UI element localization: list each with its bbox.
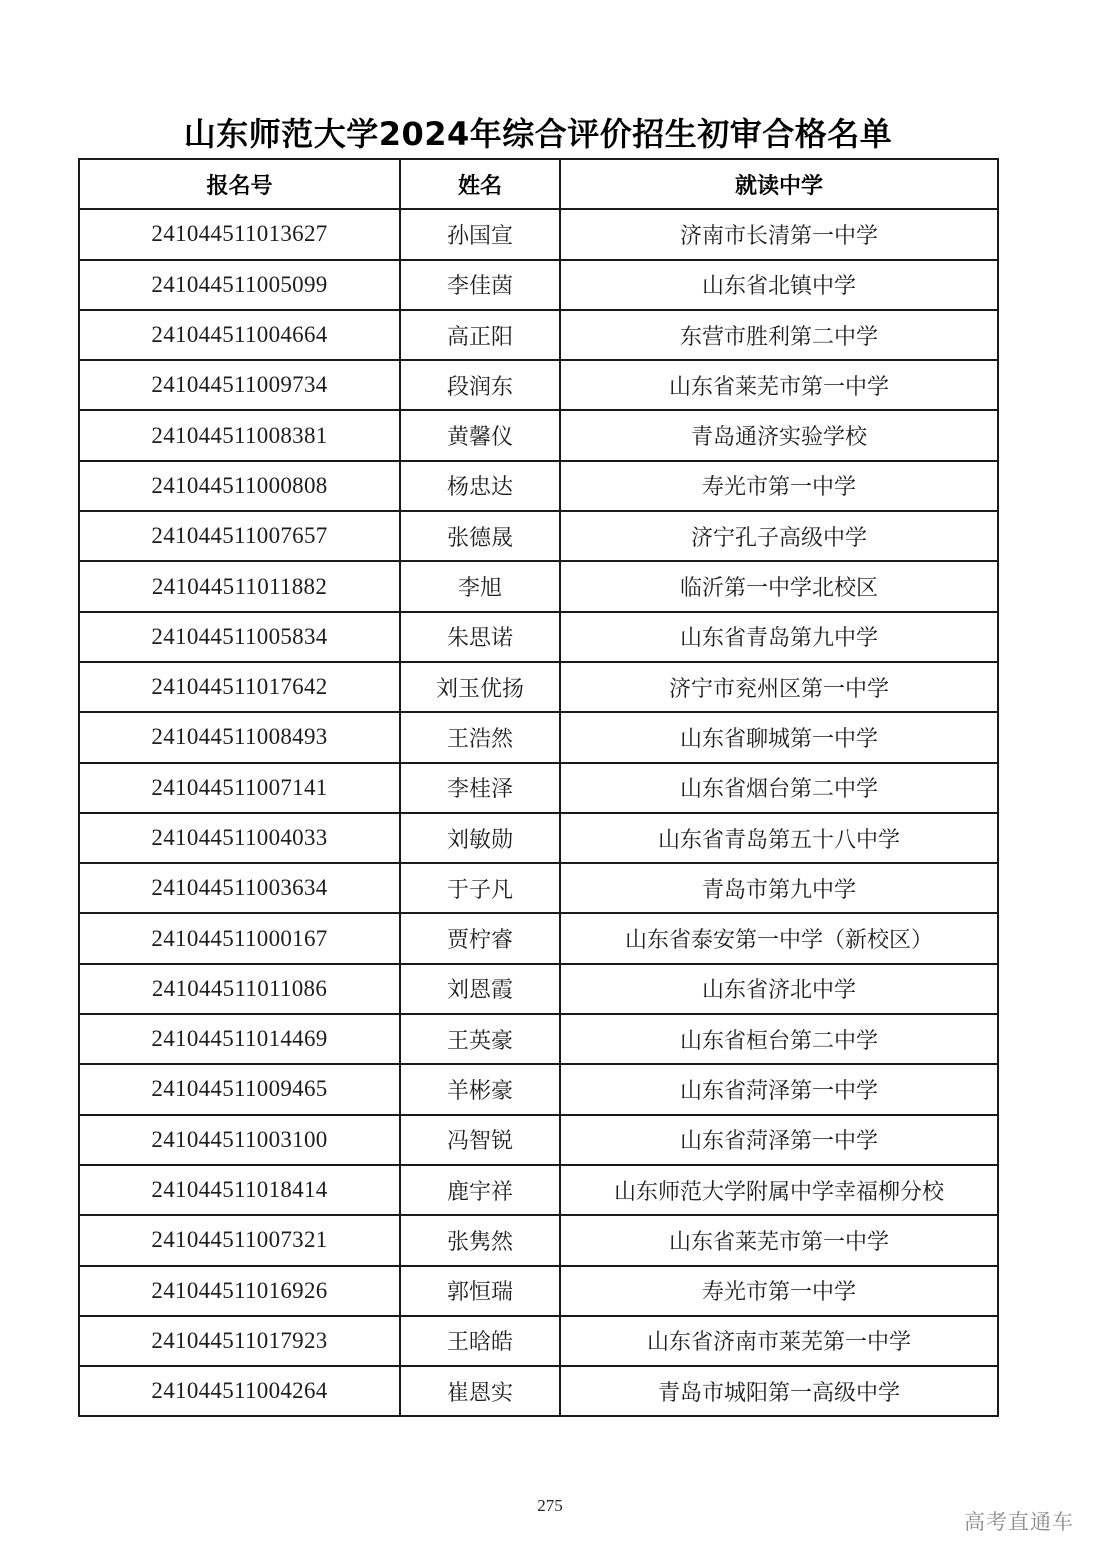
registration-number: 241044511017642: [79, 662, 400, 712]
student-name: 朱思诺: [400, 612, 560, 662]
school-name: 济南市长清第一中学: [560, 209, 998, 259]
registration-number: 241044511011086: [79, 964, 400, 1014]
table-row: [79, 1014, 998, 1064]
student-name: 杨忠达: [400, 461, 560, 511]
student-name: 王浩然: [400, 712, 560, 762]
registration-number: 241044511014469: [79, 1014, 400, 1064]
school-name: 山东省青岛第五十八中学: [560, 813, 998, 863]
student-name: 崔恩实: [400, 1366, 560, 1416]
school-name: 山东省北镇中学: [560, 260, 998, 310]
table-row: [79, 813, 998, 863]
student-name: 黄馨仪: [400, 410, 560, 460]
registration-number: 241044511008493: [79, 712, 400, 762]
registration-number: 241044511018414: [79, 1165, 400, 1215]
school-name: 青岛市第九中学: [560, 863, 998, 913]
school-name: 寿光市第一中学: [560, 461, 998, 511]
student-name: 王英豪: [400, 1014, 560, 1064]
school-name: 山东省聊城第一中学: [560, 712, 998, 762]
registration-number: 241044511003634: [79, 863, 400, 913]
table-row: [79, 913, 998, 963]
table-row: [79, 561, 998, 611]
header-name: 姓名: [400, 159, 560, 209]
table-row: [79, 1366, 998, 1416]
header-school: 就读中学: [560, 159, 998, 209]
table-row: [79, 1215, 998, 1265]
registration-number: 241044511007321: [79, 1215, 400, 1265]
student-name: 李佳茵: [400, 260, 560, 310]
student-name: 鹿宇祥: [400, 1165, 560, 1215]
school-name: 山东省青岛第九中学: [560, 612, 998, 662]
student-name: 高正阳: [400, 310, 560, 360]
registration-number: 241044511004033: [79, 813, 400, 863]
registration-number: 241044511013627: [79, 209, 400, 259]
table-row: [79, 1266, 998, 1316]
school-name: 济宁孔子高级中学: [560, 511, 998, 561]
registration-number: 241044511009734: [79, 360, 400, 410]
registration-number: 241044511009465: [79, 1064, 400, 1114]
student-name: 冯智锐: [400, 1115, 560, 1165]
roster-table: [78, 158, 999, 1417]
school-name: 济宁市兖州区第一中学: [560, 662, 998, 712]
school-name: 寿光市第一中学: [560, 1266, 998, 1316]
registration-number: 241044511003100: [79, 1115, 400, 1165]
table-body: [79, 209, 998, 1416]
registration-number: 241044511000808: [79, 461, 400, 511]
table-row: [79, 612, 998, 662]
student-name: 刘敏勋: [400, 813, 560, 863]
registration-number: 241044511000167: [79, 913, 400, 963]
registration-number: 241044511005099: [79, 260, 400, 310]
table-row: [79, 1064, 998, 1114]
table-row: [79, 1165, 998, 1215]
table-row: [79, 511, 998, 561]
student-name: 孙国宣: [400, 209, 560, 259]
student-name: 刘玉优扬: [400, 662, 560, 712]
school-name: 山东师范大学附属中学幸福柳分校: [560, 1165, 998, 1215]
student-name: 贾柠睿: [400, 913, 560, 963]
page-number: 275: [537, 1496, 563, 1515]
watermark: 高考直通车: [964, 1510, 1074, 1534]
school-name: 山东省济北中学: [560, 964, 998, 1014]
table-row: [79, 360, 998, 410]
registration-number: 241044511008381: [79, 410, 400, 460]
school-name: 山东省莱芜市第一中学: [560, 1215, 998, 1265]
student-name: 李旭: [400, 561, 560, 611]
school-name: 山东省济南市莱芜第一中学: [560, 1316, 998, 1366]
registration-number: 241044511017923: [79, 1316, 400, 1366]
table-row: [79, 1115, 998, 1165]
registration-number: 241044511007141: [79, 763, 400, 813]
header-row: [79, 159, 998, 209]
school-name: 山东省烟台第二中学: [560, 763, 998, 813]
table-row: [79, 763, 998, 813]
school-name: 山东省菏泽第一中学: [560, 1064, 998, 1114]
school-name: 山东省莱芜市第一中学: [560, 360, 998, 410]
table-row: [79, 712, 998, 762]
student-name: 张德晟: [400, 511, 560, 561]
registration-number: 241044511011882: [79, 561, 400, 611]
student-name: 段润东: [400, 360, 560, 410]
registration-number: 241044511004664: [79, 310, 400, 360]
school-name: 山东省桓台第二中学: [560, 1014, 998, 1064]
student-name: 李桂泽: [400, 763, 560, 813]
school-name: 青岛市城阳第一高级中学: [560, 1366, 998, 1416]
student-name: 刘恩霞: [400, 964, 560, 1014]
student-name: 王晗皓: [400, 1316, 560, 1366]
document-title: 山东师范大学2024年综合评价招生初审合格名单: [183, 115, 893, 153]
student-name: 张隽然: [400, 1215, 560, 1265]
table-row: [79, 310, 998, 360]
registration-number: 241044511005834: [79, 612, 400, 662]
student-name: 郭恒瑞: [400, 1266, 560, 1316]
school-name: 临沂第一中学北校区: [560, 561, 998, 611]
school-name: 青岛通济实验学校: [560, 410, 998, 460]
table-header: [79, 159, 998, 209]
student-name: 羊彬豪: [400, 1064, 560, 1114]
header-registration-number: 报名号: [79, 159, 400, 209]
table-row: [79, 964, 998, 1014]
table-row: [79, 461, 998, 511]
table-row: [79, 1316, 998, 1366]
table-row: [79, 863, 998, 913]
table-row: [79, 209, 998, 259]
school-name: 东营市胜利第二中学: [560, 310, 998, 360]
registration-number: 241044511016926: [79, 1266, 400, 1316]
school-name: 山东省菏泽第一中学: [560, 1115, 998, 1165]
school-name: 山东省泰安第一中学（新校区）: [560, 913, 998, 963]
registration-number: 241044511007657: [79, 511, 400, 561]
table-row: [79, 260, 998, 310]
table-row: [79, 410, 998, 460]
student-name: 于子凡: [400, 863, 560, 913]
table-row: [79, 662, 998, 712]
registration-number: 241044511004264: [79, 1366, 400, 1416]
